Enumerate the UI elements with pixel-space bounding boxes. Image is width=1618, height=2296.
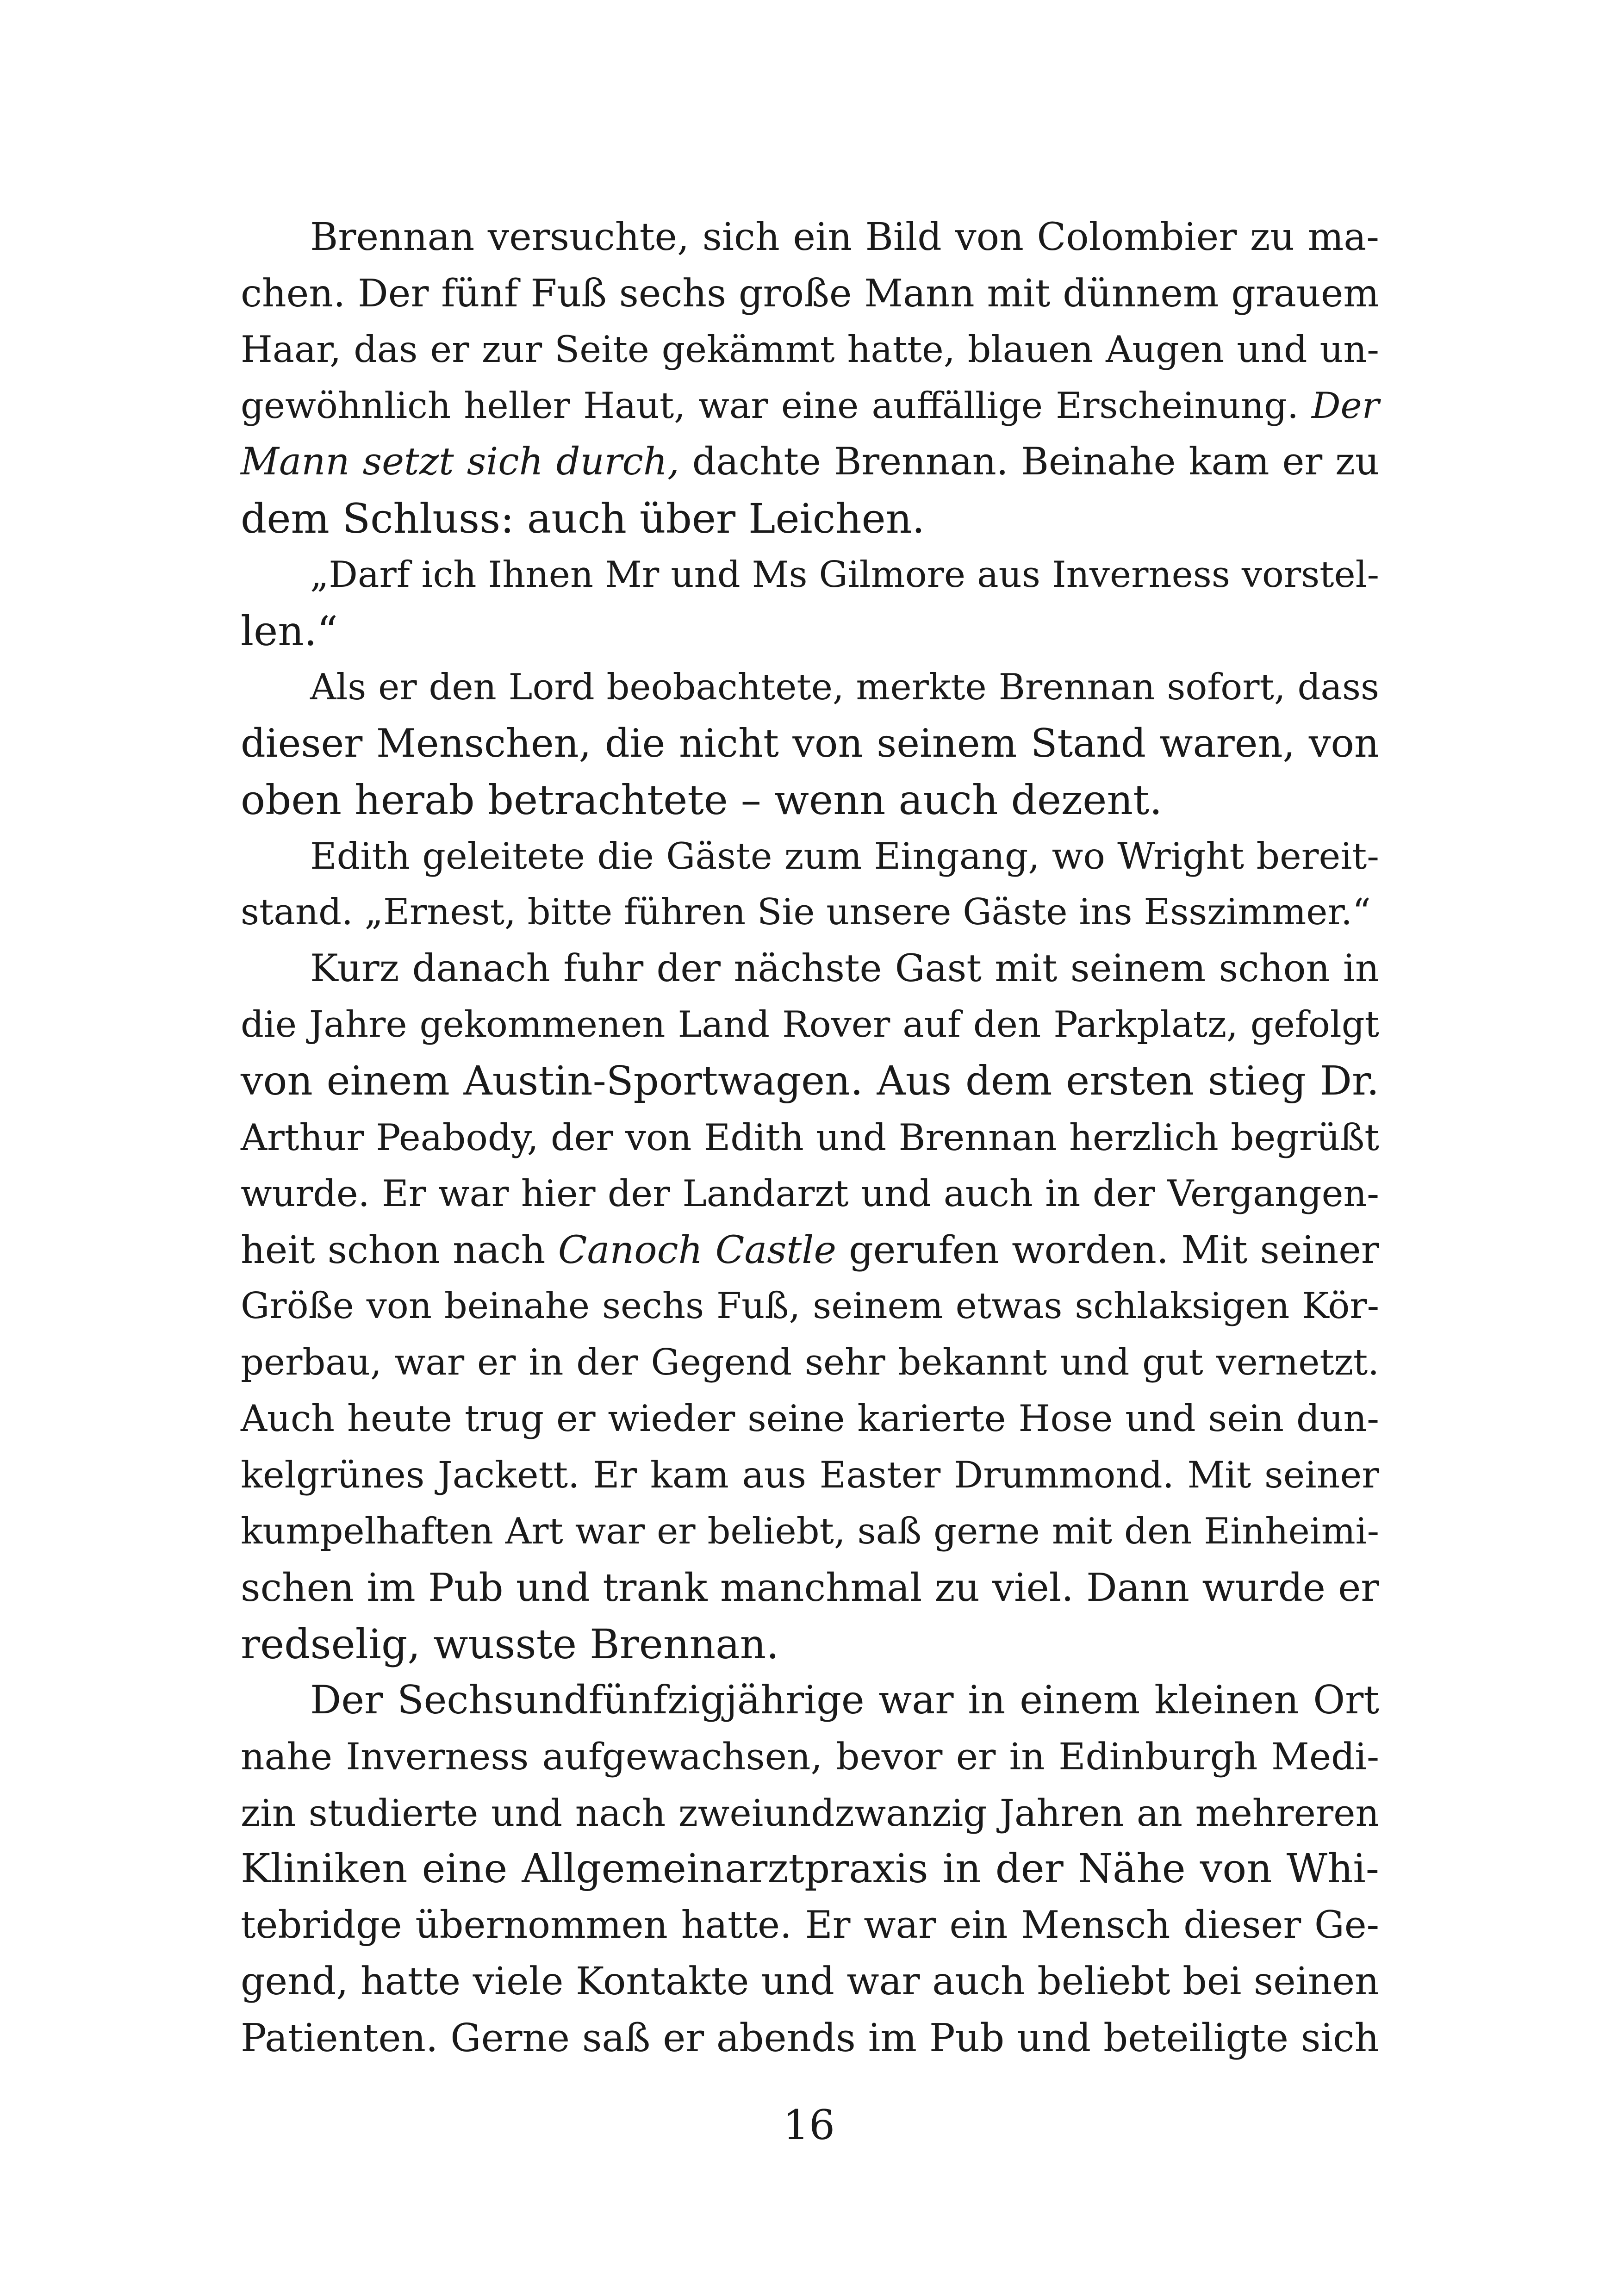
- text-line: Brennan versuchte, sich ein Bild von Colombier zu ma-: [310, 215, 1379, 259]
- text-line: [241, 378, 1379, 435]
- text-segment: dachte Brennan. Beinahe kam er zu: [679, 440, 1379, 484]
- text-line: kumpelhaften Art war er beliebt, saß gerne mit den Einheimi-: [241, 1510, 1379, 1552]
- text-line: dem Schluss: auch über Leichen.: [241, 494, 925, 542]
- text-line: nahe Inverness aufgewachsen, bevor er in Edinburgh Medi-: [241, 1735, 1379, 1779]
- text-line: Patienten. Gerne saß er abends im Pub und beteiligte sich: [241, 2016, 1379, 2060]
- text-line: schen im Pub und trank manchmal zu viel. Dann wurde er: [241, 1565, 1379, 1611]
- text-line: Größe von beinahe sechs Fuß, seinem etwas schlaksigen Kör-: [241, 1285, 1379, 1327]
- page-number: 16: [783, 2101, 835, 2149]
- text-segment: heit schon nach: [241, 1228, 558, 1272]
- text-segment: gewöhnlich heller Haut, war eine auffällige Erscheinung.: [241, 385, 1312, 427]
- text-line: Der Sechsundfünfzigjährige war in einem kleinen Ort: [310, 1677, 1379, 1723]
- text-line: gend, hatte viele Kontakte und war auch beliebt bei seinen: [241, 1960, 1379, 2004]
- text-segment: gerufen worden. Mit seiner: [836, 1228, 1379, 1272]
- text-line: chen. Der fünf Fuß sechs große Mann mit dünnem grauem: [241, 271, 1379, 316]
- text-line: perbau, war er in der Gegend sehr bekannt und gut vernetzt.: [241, 1341, 1379, 1383]
- text-line: die Jahre gekommenen Land Rover auf den Parkplatz, gefolgt: [241, 1004, 1379, 1046]
- text-line: [241, 1222, 1379, 1279]
- text-line: wurde. Er war hier der Landarzt und auch in der Vergangen-: [241, 1172, 1379, 1215]
- text-line: stand. „Ernest, bitte führen Sie unsere Gäste ins Esszimmer.“: [241, 891, 1371, 933]
- text-line: kelgrünes Jackett. Er kam aus Easter Drummond. Mit seiner: [241, 1454, 1379, 1497]
- text-line: von einem Austin-Sportwagen. Aus dem ersten stieg Dr.: [241, 1058, 1379, 1104]
- text-line: Edith geleitete die Gäste zum Eingang, wo Wright bereit-: [310, 834, 1379, 877]
- text-line: Haar, das er zur Seite gekämmt hatte, blauen Augen und un-: [241, 328, 1379, 371]
- body-text: [241, 209, 1379, 2066]
- text-line: Arthur Peabody, der von Edith und Brennan herzlich begrüßt: [241, 1116, 1379, 1159]
- text-line: tebridge übernommen hatte. Er war ein Mensch dieser Ge-: [241, 1903, 1379, 1947]
- text-line: zin studierte und nach zweiundzwanzig Jahren an mehreren: [241, 1791, 1379, 1835]
- text-line: „Darf ich Ihnen Mr und Ms Gilmore aus Inverness vorstel-: [310, 554, 1379, 596]
- text-line: len.“: [241, 607, 338, 655]
- text-line: [241, 434, 1379, 491]
- text-line: oben herab betrachtete – wenn auch dezent.: [241, 776, 1163, 824]
- text-line: Kliniken eine Allgemeinarztpraxis in der Nähe von Whi-: [241, 1846, 1379, 1892]
- text-line: Kurz danach fuhr der nächste Gast mit seinem schon in: [310, 946, 1379, 990]
- text-line: redselig, wusste Brennan.: [241, 1620, 779, 1668]
- italic-segment: Der: [1312, 385, 1379, 427]
- italic-segment: Canoch Castle: [558, 1228, 837, 1272]
- text-line: Auch heute trug er wieder seine karierte Hose und sein dun-: [241, 1397, 1379, 1440]
- text-line: dieser Menschen, die nicht von seinem Stand waren, von: [241, 721, 1379, 766]
- text-line: Als er den Lord beobachtete, merkte Brennan sofort, dass: [310, 666, 1379, 708]
- italic-segment: Mann setzt sich durch,: [241, 440, 679, 484]
